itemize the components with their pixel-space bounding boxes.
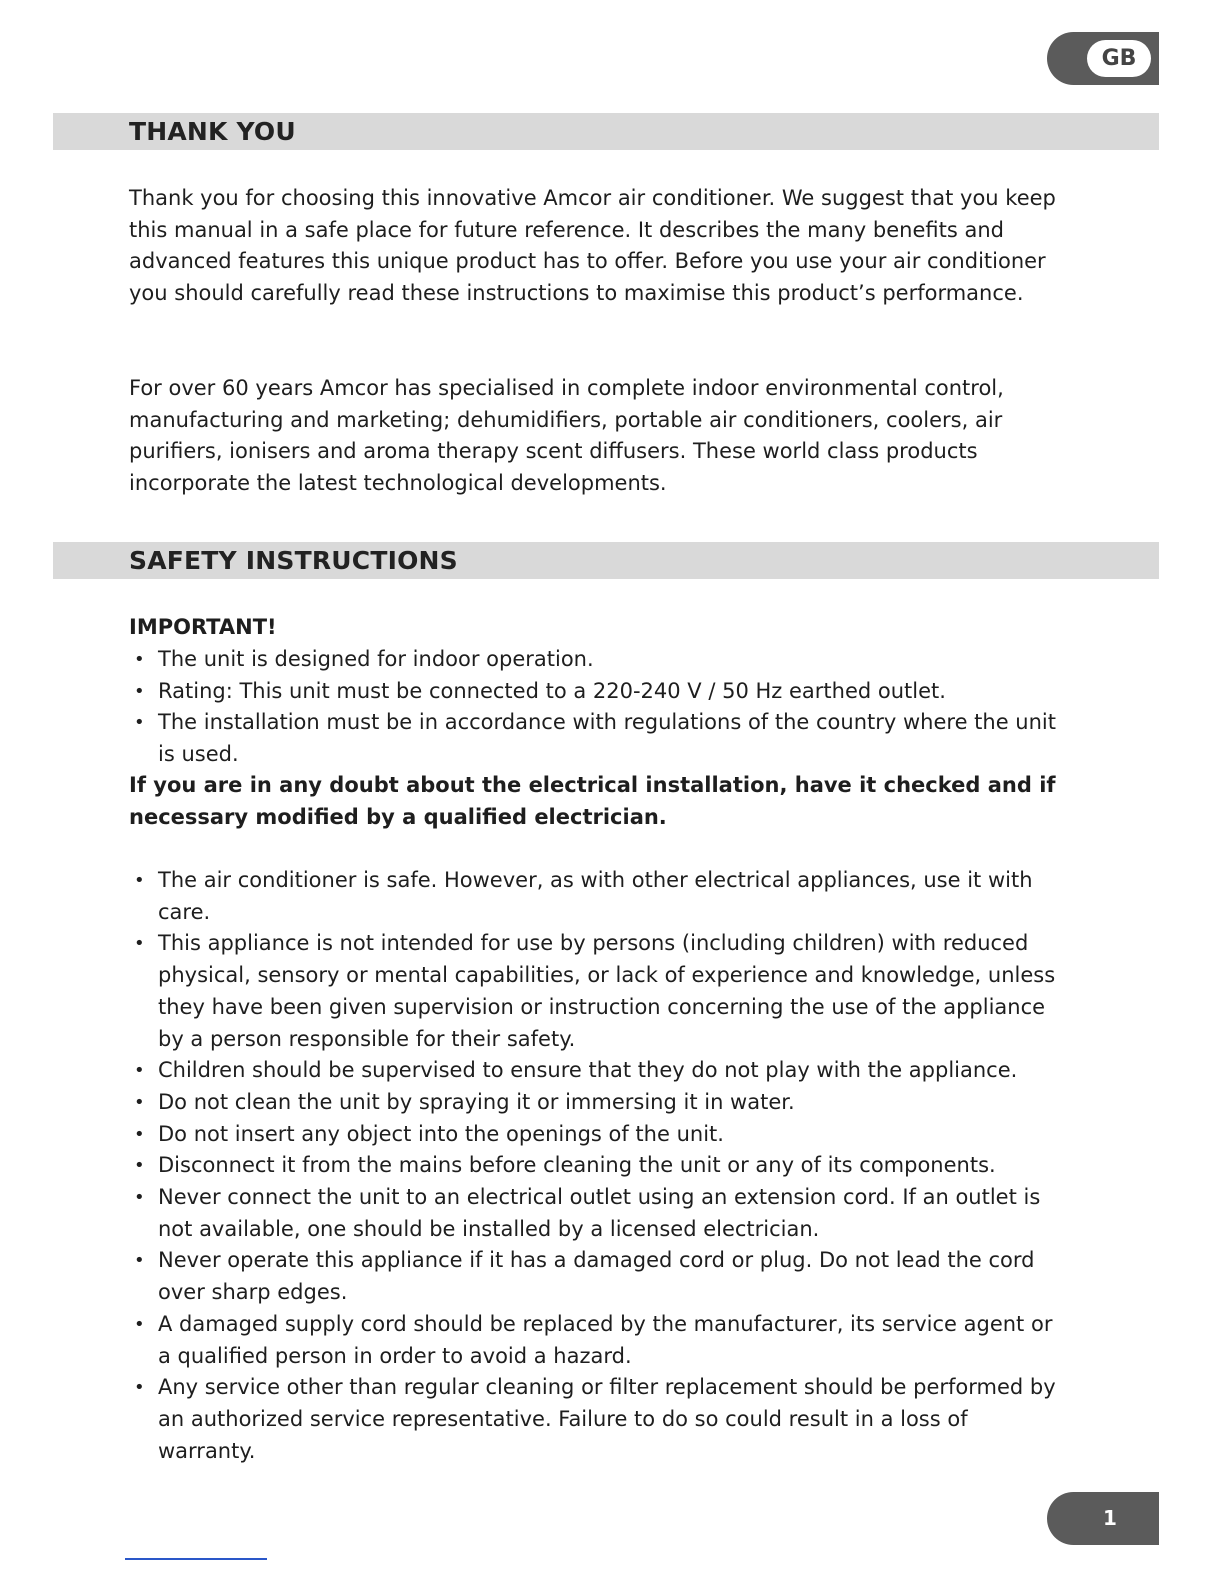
list-item-text: Never operate this appliance if it has a damaged cord or plug. Do not lead the cord over sharp edges.: [158, 1248, 1035, 1305]
list-item: [129, 1055, 1069, 1087]
list-item-text: Do not insert any object into the openings of the unit.: [158, 1121, 724, 1146]
list-item: [129, 1150, 1069, 1182]
important-label: IMPORTANT!: [129, 615, 277, 639]
list-item: [129, 707, 1069, 770]
list-item-text: Do not clean the unit by spraying it or immersing it in water.: [158, 1089, 795, 1114]
bullet-icon: •: [134, 933, 145, 955]
safety-list: [129, 865, 1069, 1467]
section-title-thank-you: THANK YOU: [129, 117, 296, 146]
list-item-text: Children should be supervised to ensure that they do not play with the appliance.: [158, 1058, 1018, 1083]
list-item-text: This appliance is not intended for use by persons (including children) with reduced physical, sensory or mental capabilities, or lack of experience and knowledge, unless they have been given supervision or instruction concerning the use of the appliance by a person responsible for their safety.: [158, 931, 1056, 1051]
bullet-icon: •: [134, 680, 145, 702]
list-item: [129, 1309, 1069, 1372]
list-item-text: The unit is designed for indoor operation.: [158, 647, 594, 671]
bullet-icon: •: [134, 1060, 145, 1082]
list-item-text: Never connect the unit to an electrical outlet using an extension cord. If an outlet is not available, one should be installed by a licensed electrician.: [158, 1185, 1041, 1241]
electrician-warning: If you are in any doubt about the electrical installation, have it checked and if necessary modified by a qualified electrician.: [129, 773, 1056, 829]
list-item: [129, 1372, 1069, 1467]
important-list: [129, 644, 1069, 771]
company-paragraph: For over 60 years Amcor has specialised in complete indoor environmental control, manufacturing and marketing; dehumidifiers, portable air conditioners, coolers, air purifiers, ionisers and aroma therapy scent diffusers. These world class products incorporate the latest technological developments.: [129, 376, 1004, 496]
list-item: [129, 865, 1069, 928]
list-item: [129, 1245, 1069, 1308]
section-header-thank-you: [53, 113, 1159, 150]
bullet-icon: •: [134, 1187, 145, 1209]
list-item-text: The air conditioner is safe. However, as with other electrical appliances, use it with care.: [158, 868, 1033, 924]
list-item-text: The installation must be in accordance with regulations of the country where the unit is used.: [158, 710, 1056, 767]
list-item-text: A damaged supply cord should be replaced by the manufacturer, its service agent or a qualified person in order to avoid a hazard.: [158, 1311, 1053, 1368]
bullet-icon: •: [134, 1123, 145, 1145]
list-item: [129, 644, 1069, 676]
intro-paragraph: Thank you for choosing this innovative Amcor air conditioner. We suggest that you keep this manual in a safe place for future reference. It describes the many benefits and advanced features this unique product has to offer. Before you use your air conditioner you should carefully read these instructions to maximise this product’s performance.: [129, 186, 1056, 306]
list-item: [129, 676, 1069, 708]
language-label: GB: [1087, 40, 1151, 77]
list-item-text: Any service other than regular cleaning or filter replacement should be performed by an authorized service representative. Failure to do so could result in a loss of warranty.: [158, 1375, 1056, 1463]
footer-divider: [125, 1558, 267, 1560]
bullet-icon: •: [134, 870, 145, 891]
bullet-icon: •: [134, 1250, 145, 1272]
page-number-tab: [1047, 1492, 1159, 1545]
list-item-text: Rating: This unit must be connected to a 220-240 V / 50 Hz earthed outlet.: [158, 678, 946, 703]
bullet-icon: •: [134, 1313, 145, 1335]
bullet-icon: •: [134, 649, 145, 670]
section-title-safety: SAFETY INSTRUCTIONS: [129, 546, 458, 575]
bullet-icon: •: [134, 1155, 145, 1177]
section-header-safety: [53, 542, 1159, 579]
list-item: [129, 1182, 1069, 1245]
language-tab: [1047, 32, 1159, 85]
bullet-icon: •: [134, 1091, 145, 1113]
bullet-icon: •: [134, 1377, 145, 1399]
list-item: [129, 1119, 1069, 1151]
list-item: [129, 928, 1069, 1055]
bullet-icon: •: [134, 712, 145, 734]
page-number: 1: [1103, 1506, 1117, 1530]
list-item: [129, 1087, 1069, 1119]
list-item-text: Disconnect it from the mains before cleaning the unit or any of its components.: [158, 1153, 996, 1178]
